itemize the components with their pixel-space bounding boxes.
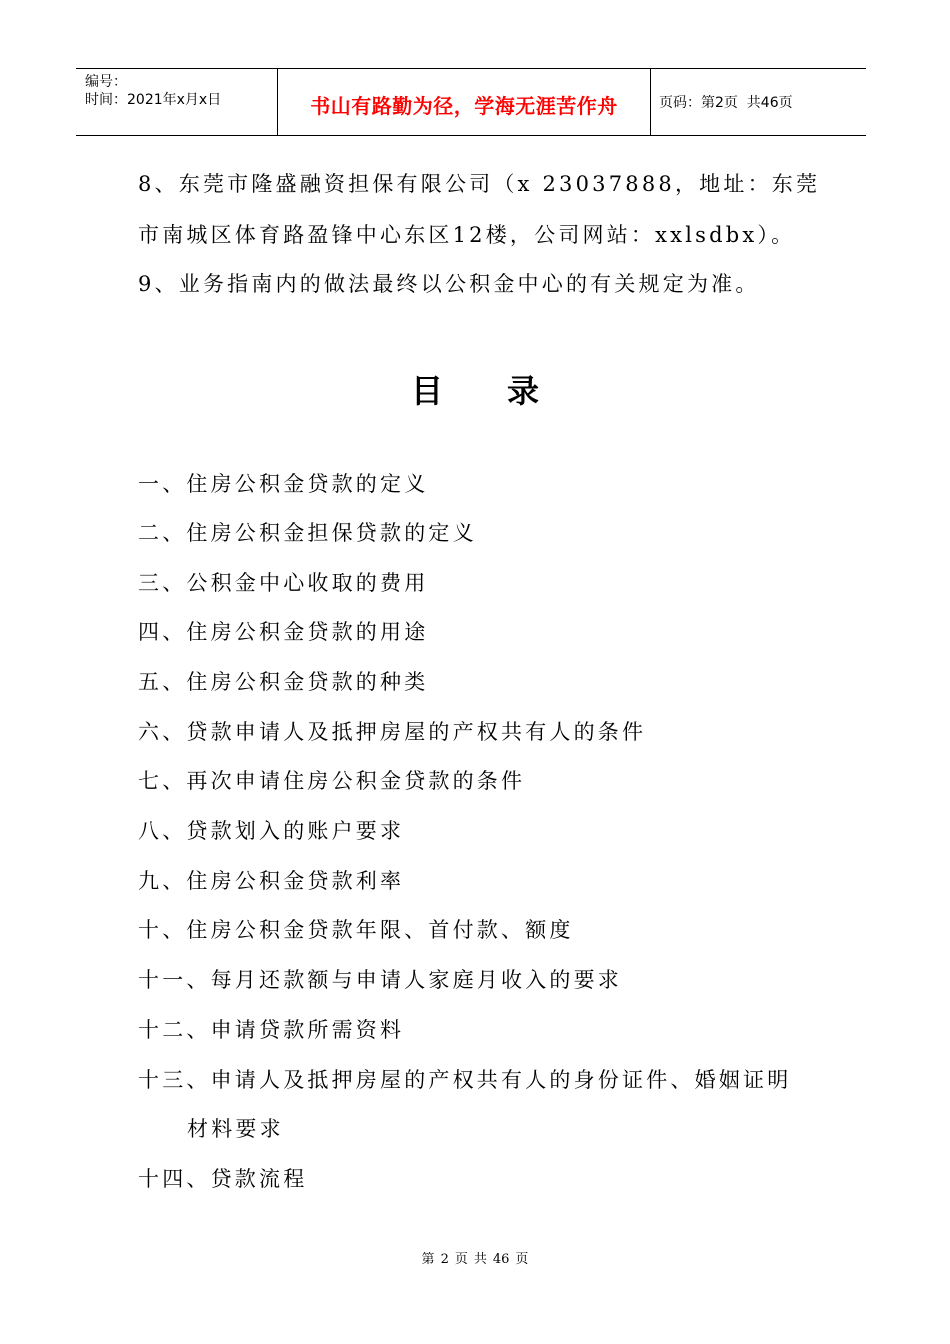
toc-item: 十四、贷款流程 (138, 1167, 308, 1191)
toc-title-char-1: 目 (410, 372, 443, 410)
toc-item: 八、贷款划入的账户要求 (138, 819, 405, 843)
toc-item: 十二、申请贷款所需资料 (138, 1018, 405, 1042)
header-motto: 书山有路勤为径，学海无涯苦作舟 (310, 93, 618, 118)
footer-ye-2: 页 (515, 1252, 529, 1267)
toc-item: 十三、申请人及抵押房屋的产权共有人的身份证件、婚姻证明 (138, 1068, 792, 1092)
toc-item: 七、再次申请住房公积金贷款的条件 (138, 769, 526, 793)
footer-di: 第 (421, 1252, 435, 1267)
header-motto-cell (278, 69, 651, 135)
toc-item: 九、住房公积金贷款利率 (138, 869, 405, 893)
toc-item: 十、住房公积金贷款年限、首付款、额度 (138, 918, 574, 942)
toc-title (0, 366, 950, 412)
footer-ye: 页 (454, 1252, 468, 1267)
page-footer (0, 1248, 950, 1267)
header-page-info: 页码：第2页 共46页 (659, 95, 793, 111)
paragraph-8-line-1: 8、东莞市隆盛融资担保有限公司（x 23037888，地址：东莞 (138, 172, 821, 196)
toc-item: 六、贷款申请人及抵押房屋的产权共有人的条件 (138, 720, 647, 744)
paragraph-8-line-2: 市南城区体育路盈锋中心东区12楼，公司网站：xxlsdbx）。 (138, 223, 796, 247)
toc-item: 五、住房公积金贷款的种类 (138, 670, 429, 694)
header-meta (76, 69, 278, 135)
footer-gong: 共 (473, 1252, 487, 1267)
toc-item: 四、住房公积金贷款的用途 (138, 620, 429, 644)
toc-item: 十一、每月还款额与申请人家庭月收入的要求 (138, 968, 622, 992)
document-time: 时间：2021年x月x日 (85, 92, 222, 108)
toc-item: 三、公积金中心收取的费用 (138, 571, 429, 595)
header-page-info-cell (651, 69, 866, 135)
toc-title-char-2: 录 (507, 372, 540, 410)
footer-total-pages: 46 (492, 1252, 510, 1267)
page-header (76, 68, 866, 136)
footer-page-number: 2 (440, 1252, 449, 1267)
toc-item: 一、住房公积金贷款的定义 (138, 472, 429, 496)
toc-item-continuation: 材料要求 (187, 1117, 284, 1141)
paragraph-9: 9、业务指南内的做法最终以公积金中心的有关规定为准。 (138, 272, 760, 296)
toc-item: 二、住房公积金担保贷款的定义 (138, 521, 477, 545)
document-number-label: 编号： (85, 74, 127, 90)
